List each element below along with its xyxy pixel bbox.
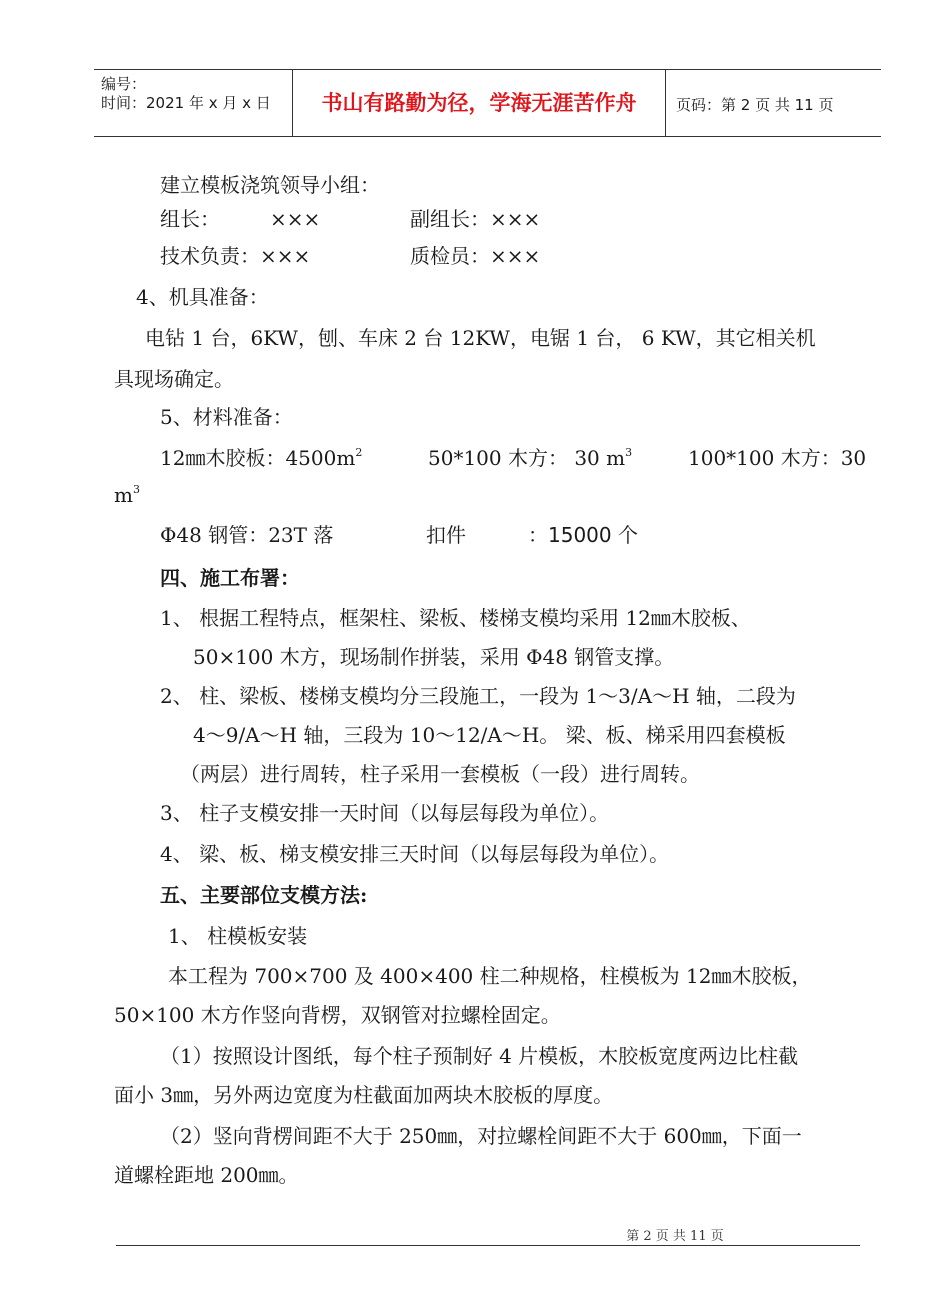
superscript: 2	[355, 446, 363, 459]
fastener-label: 扣件	[426, 523, 466, 547]
column-para-1-line-2: 50×100 木方作竖向背楞，双钢管对拉螺栓固定。	[114, 1003, 561, 1027]
column-para-3-line-1: （2）竖向背楞间距不大于 250㎜，对拉螺栓间距不大于 600㎜，下面一	[160, 1124, 802, 1148]
deploy-item-2-line-3: （两层）进行周转，柱子采用一套模板（一段）进行周转。	[180, 762, 700, 786]
section-five-heading: 五、主要部位支模方法:	[160, 883, 368, 907]
page-code: 页码：第 2 页 共 11 页	[676, 96, 834, 114]
number-label: 编号：	[101, 75, 147, 93]
motto-text: 书山有路勤为径，学海无涯苦作舟	[321, 91, 637, 115]
equipment-text-2: 具现场确定。	[114, 367, 234, 391]
time-label: 时间：2021 年 x 月 x 日	[101, 94, 271, 112]
superscript: 3	[625, 446, 633, 459]
section-four-heading: 四、施工布署：	[160, 566, 300, 590]
deploy-item-3: 3、 柱子支模安排一天时间（以每层每段为单位）。	[160, 801, 610, 825]
page-header	[94, 69, 881, 137]
deploy-item-4: 4、 梁、板、梯支模安排三天时间（以每层每段为单位）。	[160, 842, 670, 866]
superscript: 3	[132, 483, 140, 496]
team-intro: 建立模板浇筑领导小组：	[160, 173, 380, 197]
tech-label: 技术负责：×××	[160, 244, 311, 268]
deploy-item-2-line-2: 4～9/A～H 轴，三段为 10～12/A～H。 梁、板、梯采用四套模板	[193, 723, 786, 747]
header-meta	[94, 70, 293, 136]
section-5-title: 5、材料准备：	[160, 405, 293, 429]
leader-label: 组长：	[160, 207, 220, 231]
page-footer	[0, 1225, 950, 1244]
header-page-cell	[666, 70, 881, 136]
material-pipe: Φ48 钢管：23T 落	[160, 523, 334, 547]
footer-page-number: 第 2 页 共 11 页	[626, 1229, 724, 1244]
deploy-item-1-line-2: 50×100 木方，现场制作拼装，采用 Φ48 钢管支撑。	[193, 645, 675, 669]
unit-text: m	[114, 483, 133, 507]
leader-value: ×××	[270, 207, 321, 231]
section-4-title: 4、机具准备：	[136, 285, 269, 309]
equipment-text-1: 电钻 1 台，6KW，刨、车床 2 台 12KW，电锯 1 台， 6 KW，其它相关机	[145, 326, 816, 350]
footer-divider	[116, 1245, 860, 1246]
material-timber-100-unit	[114, 482, 140, 508]
header-motto-cell	[293, 70, 666, 136]
material-timber-50	[428, 445, 632, 471]
fastener-value: ：15000 个	[528, 523, 638, 547]
qc-label: 质检员：×××	[410, 244, 541, 268]
material-plywood	[160, 445, 362, 471]
deploy-item-1-line-1: 1、 根据工程特点，框架柱、梁板、楼梯支模均采用 12㎜木胶板、	[160, 606, 751, 630]
deploy-item-2-line-1: 2、 柱、梁板、楼梯支模均分三段施工，一段为 1～3/A～H 轴，二段为	[160, 684, 796, 708]
column-para-2-line-2: 面小 3㎜，另外两边宽度为柱截面加两块木胶板的厚度。	[114, 1083, 614, 1107]
column-para-2-line-1: （1）按照设计图纸，每个柱子预制好 4 片模板，木胶板宽度两边比柱截	[160, 1044, 799, 1068]
column-formwork-title: 1、 柱模板安装	[168, 924, 308, 948]
column-para-1-line-1: 本工程为 700×700 及 400×400 柱二种规格，柱模板为 12㎜木胶板，	[168, 964, 812, 988]
material-timber-100: 100*100 木方：30	[688, 446, 867, 470]
deputy-label: 副组长：×××	[410, 207, 541, 231]
material-timber-50-text: 50*100 木方： 30 m	[428, 446, 626, 470]
column-para-3-line-2: 道螺栓距地 200㎜。	[114, 1163, 299, 1187]
material-plywood-text: 12㎜木胶板：4500m	[160, 446, 356, 470]
